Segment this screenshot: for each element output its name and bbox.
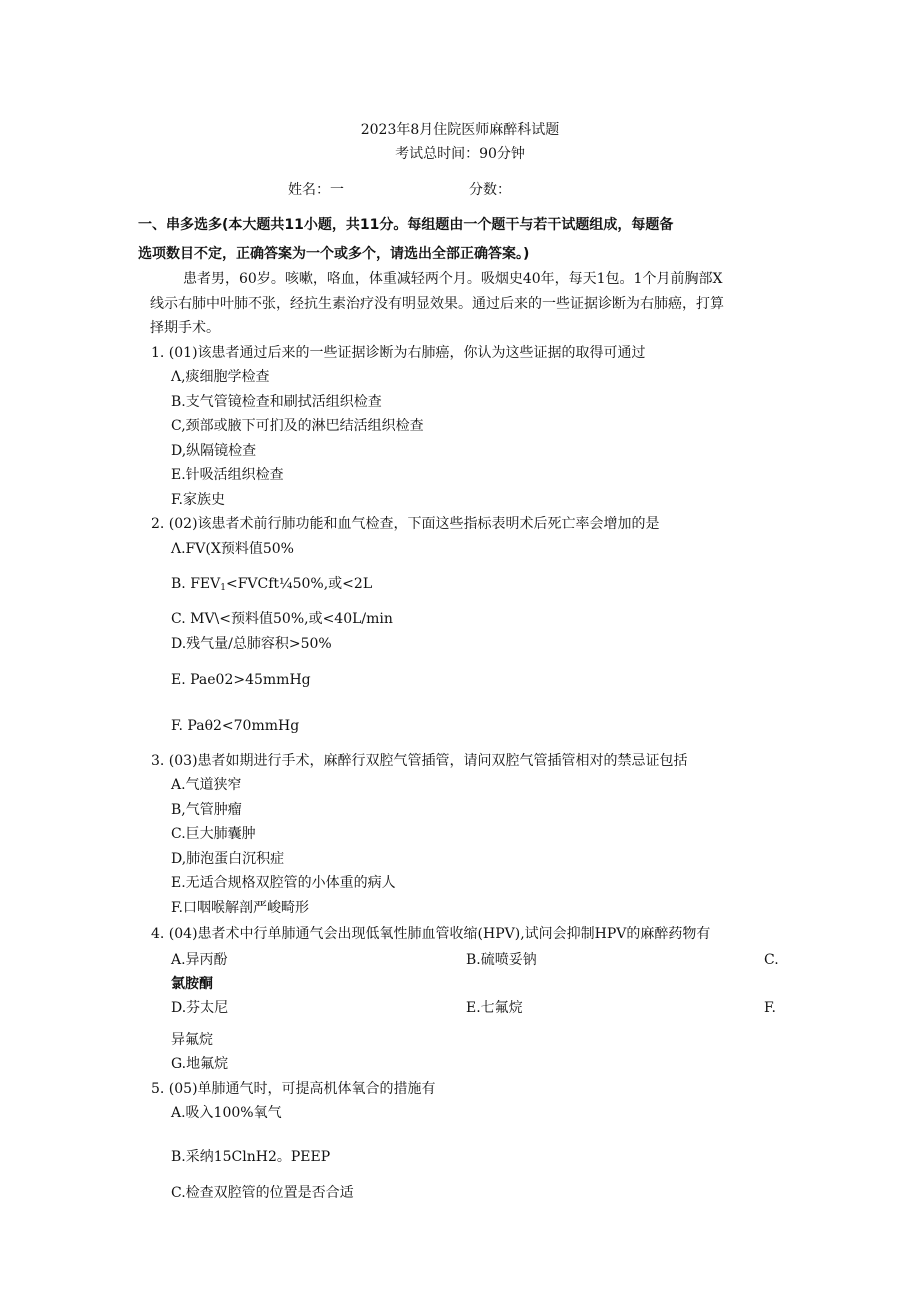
question-stem: 5. (05)单肺通气时，可提高机体氧合的措施有 [151,1081,436,1097]
option-c: C. MV\<预料值50%,或<40L/min [171,611,393,627]
option-b: B.硫喷妥钠 [466,952,537,968]
option-a: A.气道狭窄 [171,777,242,793]
question-stem: 2. (02)该患者术前行肺功能和血气检查，下面这些指标表明术后死亡率会增加的是 [151,516,660,532]
option-d: D.芬太尼 [171,1000,229,1016]
section-heading: 一、串多选多(本大题共11小题，共11分。每组题由一个题干与若干试题组成，每题备 [138,217,674,233]
option-a: Λ.FV(X预料值50% [171,541,294,557]
option-e: E.七氟烷 [466,1000,523,1016]
question-stem: 3. (03)患者如期进行手术，麻醉行双腔气管插管，请问双腔气管插管相对的禁忌证包括 [151,753,688,769]
option-c: C,颈部或腋下可扪及的淋巴结活组织检查 [171,418,424,434]
option-c: C.巨大肺囊肿 [171,826,256,842]
question-stem: 1. (01)该患者通过后来的一些证据诊断为右肺癌，你认为这些证据的取得可通过 [151,345,646,361]
option-g: G.地氟烷 [171,1056,229,1072]
option-a: A.异丙酚 [171,952,228,968]
case-text: 线示右肺中叶肺不张，经抗生素治疗没有明显效果。通过后来的一些证据诊断为右肺癌，打算 [150,296,724,312]
option-f-letter: F. [764,1000,776,1016]
option-c-text: 氯胺酮 [171,976,213,992]
option-a: Λ,痰细胞学检查 [171,369,270,385]
option-b-text: B. FEV [171,576,221,592]
option-f-text: 异氟烷 [171,1032,213,1048]
option-f: F. Paθ2<70mmHg [171,718,300,734]
option-e: E.无适合规格双腔管的小体重的病人 [171,875,396,891]
option-d: D,肺泡蛋白沉积症 [171,851,285,867]
option-e: E. Pae02>45mmHg [171,672,311,688]
option-b-subscript: 1 [220,583,226,593]
option-c-letter: C. [764,952,779,968]
name-field-label: 姓名：一 [288,182,344,198]
option-f: F.口咽喉解剖严峻畸形 [171,900,309,916]
option-b: B.采纳15ClnH2。PEEP [171,1149,331,1165]
case-text: 患者男，60岁。咳嗽，咯血，体重减轻两个月。吸烟史40年，每天1包。1个月前胸部X [183,271,723,287]
option-b-text-cont: <FVCft¼50%,或<2L [225,576,373,592]
option-c: C.检查双腔管的位置是否合适 [171,1185,354,1201]
option-e: E.针吸活组织检查 [171,467,284,483]
option-d: D,纵隔镜检查 [171,443,257,459]
option-b [171,574,372,598]
question-stem: 4. (04)患者术中行单肺通气会出现低氧性肺血管收缩(HPV),试问会抑制HPV的麻醉药物有 [151,926,711,942]
page-title: 2023年8月住院医师麻醉科试题 [360,122,560,138]
option-a: A.吸入100%氧气 [171,1105,282,1121]
case-text: 择期手术。 [150,320,220,336]
option-b: B.支气管镜检查和刷拭活组织检查 [171,394,382,410]
section-heading-cont: 选项数目不定，正确答案为一个或多个，请选出全部正确答案。) [138,246,530,262]
option-f: F.家族史 [171,492,225,508]
exam-time: 考试总时间：90分钟 [395,146,525,162]
score-field-label: 分数： [469,182,511,198]
option-b: B,气管肿瘤 [171,802,242,818]
option-d: D.残气量/总肺容积>50% [171,636,332,652]
